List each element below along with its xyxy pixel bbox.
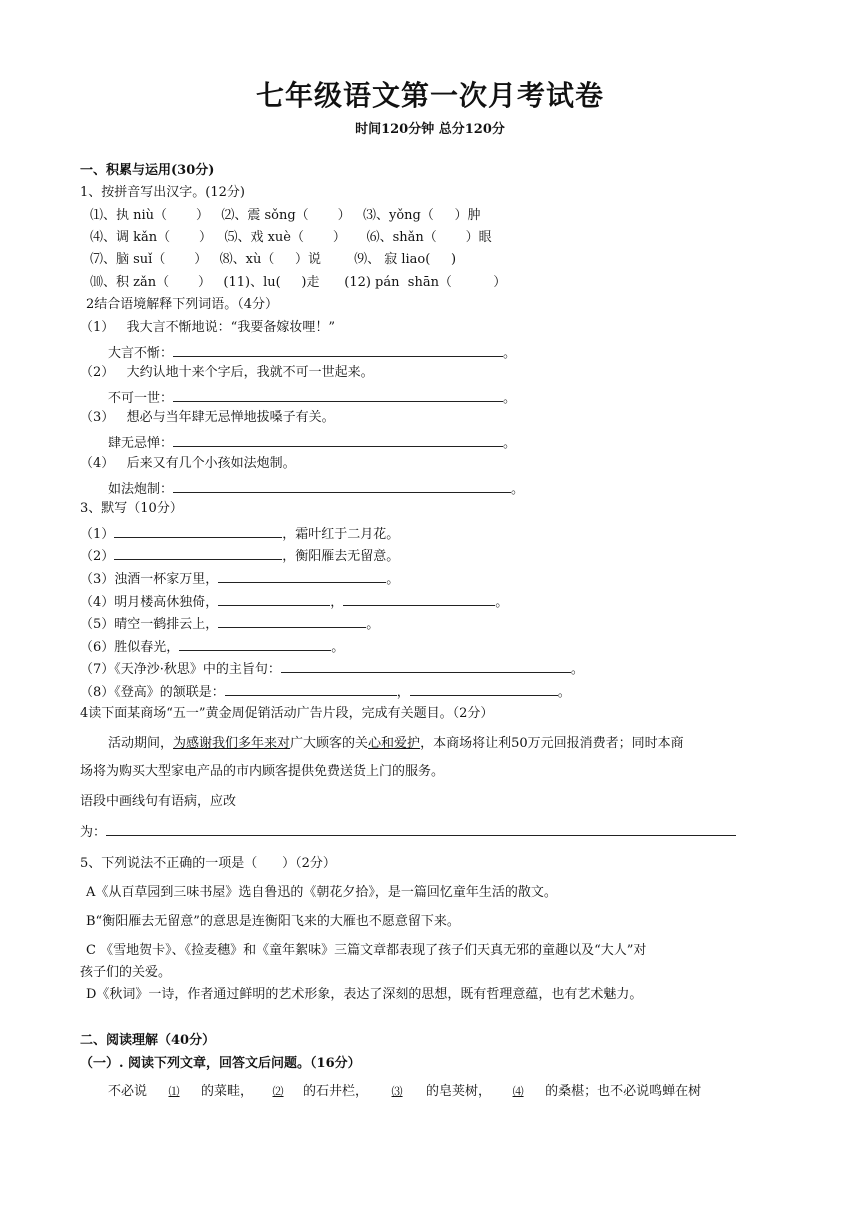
question-2-item-2: （2） 大约认地十来个字后，我就不可一世起来。: [80, 365, 374, 380]
answer-blank[interactable]: [173, 478, 511, 493]
answer-blank[interactable]: [410, 681, 558, 696]
answer-blank[interactable]: [173, 387, 503, 402]
section-1-heading: 一、积累与运用(30分): [80, 163, 215, 178]
question-3-item-6: （6）胜似春光， 。: [80, 636, 344, 657]
question-4-answer: 为：: [80, 821, 736, 842]
question-4: 4读下面某商场“五一”黄金周促销活动广告片段，完成有关题目。（2分）: [80, 706, 494, 721]
answer-blank[interactable]: [106, 821, 736, 836]
answer-blank[interactable]: [225, 681, 397, 696]
option-b: B“衡阳雁去无留意”的意思是连衡阳飞来的大雁也不愿意留下来。: [86, 914, 460, 929]
question-3-item-4: （4）明月楼高休独倚， ， 。: [80, 591, 508, 612]
question-3-item-7: （7）《天净沙·秋思》中的主旨句： 。: [80, 658, 584, 679]
answer-blank[interactable]: [281, 658, 571, 673]
answer-blank[interactable]: [218, 613, 366, 628]
page-subtitle: 时间120分钟 总分120分: [355, 122, 505, 137]
option-c-line-2: 孩子们的关爱。: [80, 965, 172, 980]
section-2-heading: 二、阅读理解（40分）: [80, 1033, 216, 1048]
page-title: 七年级语文第一次月考试卷: [255, 79, 604, 112]
question-3: 3、默写（10分）: [80, 501, 183, 516]
question-1-row-1: ⑴、执 niù（ ） ⑵、震 sǒng（ ） ⑶、yǒng（ ）肿: [90, 208, 481, 223]
question-1-row-2: ⑷、调 kǎn（ ） ⑸、戏 xuè（ ） ⑹、shǎn（ ）眼: [90, 230, 492, 245]
question-1: 1、按拼音写出汉字。(12分): [80, 185, 245, 200]
option-c-line-1: C 《雪地贺卡》、《捡麦穗》和《童年絮味》三篇文章都表现了孩子们天真无邪的童趣以及“大人”对: [86, 943, 647, 958]
question-2-item-3: （3） 想必与当年肆无忌惮地拔嗓子有关。: [80, 410, 335, 425]
option-d: D《秋词》一诗，作者通过鲜明的艺术形象，表达了深刻的思想，既有哲理意蕴，也有艺术魅力。: [86, 987, 643, 1002]
reading-part-1-heading: （一）. 阅读下列文章，回答文后问题。（16分）: [80, 1056, 361, 1071]
question-2-answer-2: 不可一世： 。: [108, 387, 516, 408]
answer-blank[interactable]: [173, 342, 503, 357]
question-3-item-2: （2） ，衡阳雁去无留意。: [80, 545, 399, 566]
question-2-item-1: （1） 我大言不惭地说：“我要备嫁妆哩！”: [80, 320, 335, 335]
question-4-paragraph-line-1: 活动期间，为感谢我们多年来对广大顾客的关心和爱护，本商场将让利50万元回报消费者；同时本商: [108, 736, 684, 751]
answer-blank[interactable]: [343, 591, 495, 606]
question-3-item-8: （8）《登高》的颔联是： ， 。: [80, 681, 571, 702]
answer-blank[interactable]: [179, 636, 331, 651]
question-4-prompt: 语段中画线句有语病，应改: [80, 794, 237, 809]
question-2-item-4: （4） 后来又有几个小孩如法炮制。: [80, 456, 296, 471]
answer-blank[interactable]: [173, 432, 503, 447]
option-a: A《从百草园到三味书屋》选自鲁迅的《朝花夕拾》，是一篇回忆童年生活的散文。: [86, 885, 557, 900]
question-2: 2结合语境解释下列词语。（4分）: [86, 297, 279, 312]
question-3-item-1: （1） ，霜叶红于二月花。: [80, 523, 399, 544]
question-3-item-3: （3）浊酒一杯家万里， 。: [80, 568, 399, 589]
question-1-row-3: ⑺、脑 suǐ（ ） ⑻、xù（ ）说 ⑼、 寂 liao( ): [90, 252, 457, 267]
answer-blank[interactable]: [218, 568, 386, 583]
question-3-item-5: （5）晴空一鹤排云上， 。: [80, 613, 379, 634]
reading-passage-line: 不必说 ⑴ 的菜畦， ⑵ 的石井栏， ⑶ 的皂荚树， ⑷ 的桑椹；也不必说鸣蝉在树: [108, 1084, 702, 1099]
question-4-paragraph-line-2: 场将为购买大型家电产品的市内顾客提供免费送货上门的服务。: [80, 764, 445, 779]
question-2-answer-1: 大言不惭： 。: [108, 342, 516, 363]
question-2-answer-3: 肆无忌惮： 。: [108, 432, 516, 453]
question-5: 5、下列说法不正确的一项是（ ）（2分）: [80, 856, 336, 871]
answer-blank[interactable]: [218, 591, 330, 606]
question-1-row-4: ⑽、积 zǎn（ ） (11)、lu( )走 (12) pán shān（ ）: [90, 275, 507, 290]
question-2-answer-4: 如法炮制： 。: [108, 478, 524, 499]
answer-blank[interactable]: [114, 545, 282, 560]
answer-blank[interactable]: [114, 523, 282, 538]
